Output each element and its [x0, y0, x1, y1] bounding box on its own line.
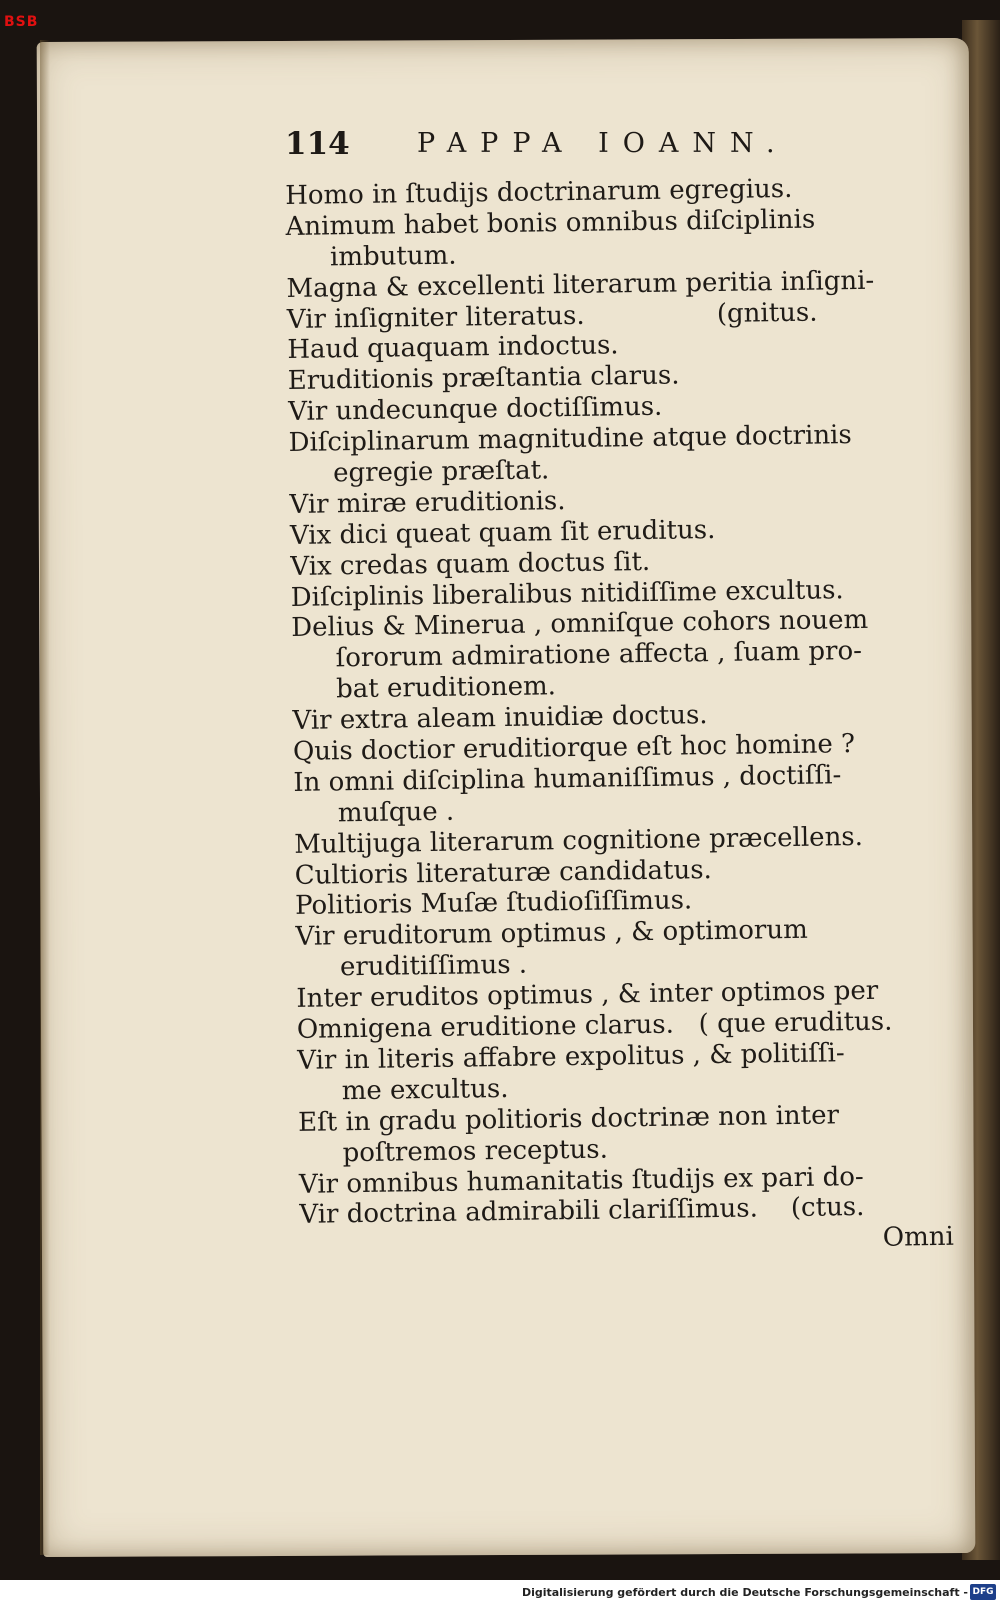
page-number: 114: [285, 126, 350, 162]
page-header: [285, 126, 845, 170]
text-line: eruditiſſimus .: [339, 949, 528, 983]
text-line: poſtremos receptus.: [342, 1134, 609, 1168]
page-gutter-shadow: [40, 40, 50, 1555]
text-line: bat eruditionem.: [335, 671, 557, 705]
text-line: Vir doctrina admirabili clariſſimus. (ctus.: [299, 1192, 865, 1231]
text-line: ſororum admiratione affecta , ſuam pro-: [335, 636, 863, 674]
text-line: Multijuga literarum cognitione præcellens.: [294, 821, 864, 860]
bsb-logo: BSB: [4, 14, 39, 30]
text-line: Vir eruditorum optimus , & optimorum: [295, 915, 808, 953]
text-line: Eſt in gradu politioris doctrinæ non inter: [297, 1100, 840, 1138]
text-line: Vir inſigniter literatus. (gnitus.: [286, 297, 818, 335]
text-line: egregie præſtat.: [332, 455, 550, 489]
text-line: Eruditionis præſtantia clarus.: [287, 360, 680, 397]
text-line: Vir in literis affabre expolitus , & politiſſi-: [297, 1038, 845, 1076]
text-line: Homo in ſtudijs doctrinarum egregius.: [285, 173, 793, 211]
text-line: In omni diſciplina humaniſſimus , doctiſſi-: [293, 760, 842, 798]
text-line: Omnigena eruditione clarus. ( que eruditus.: [296, 1006, 893, 1045]
text-line: Haud quaquam indoctus.: [287, 330, 619, 366]
text-line: Inter eruditos optimus , & inter optimos per: [296, 975, 879, 1015]
text-line: Magna & excellenti literarum peritia inſigni-: [286, 265, 875, 304]
text-line: Delius & Minerua , omniſque cohors nouem: [291, 605, 869, 644]
text-line: Vix credas quam doctus ſit.: [290, 546, 651, 582]
text-line: Diſciplinis liberalibus nitidiſſime excultus.: [290, 574, 844, 613]
catchword: Omni: [882, 1222, 955, 1254]
text-line: Vir undecunque doctiſſimus.: [288, 391, 663, 428]
dfg-logo: DFG: [970, 1584, 996, 1600]
text-line: imbutum.: [329, 240, 457, 273]
body-text: [285, 172, 960, 1262]
text-line: Politioris Muſæ ſtudioſiſſimus.: [294, 885, 693, 922]
text-line: me excultus.: [341, 1073, 509, 1107]
text-line: Animum habet bonis omnibus diſciplinis: [285, 204, 816, 242]
footer-credit: Digitalisierung gefördert durch die Deutsche Forschungsgemeinschaft -: [521, 1586, 968, 1599]
running-head: PAPPA IOANN.: [417, 128, 789, 159]
text-line: Diſciplinarum magnitudine atque doctrinis: [288, 420, 852, 459]
footer-bar: [0, 1580, 1000, 1606]
text-line: Vir omnibus humanitatis ſtudijs ex pari do-: [298, 1161, 864, 1200]
text-line: Cultioris literaturæ candidatus.: [294, 854, 713, 891]
text-line: Vir extra aleam inuidiæ doctus.: [292, 700, 708, 737]
text-line: Vix dici queat quam ſit eruditus.: [289, 514, 716, 551]
text-line: Quis doctior eruditiorque eſt hoc homine ?: [292, 729, 856, 767]
text-line: Vir miræ eruditionis.: [289, 486, 566, 520]
text-line: muſque .: [337, 796, 455, 829]
